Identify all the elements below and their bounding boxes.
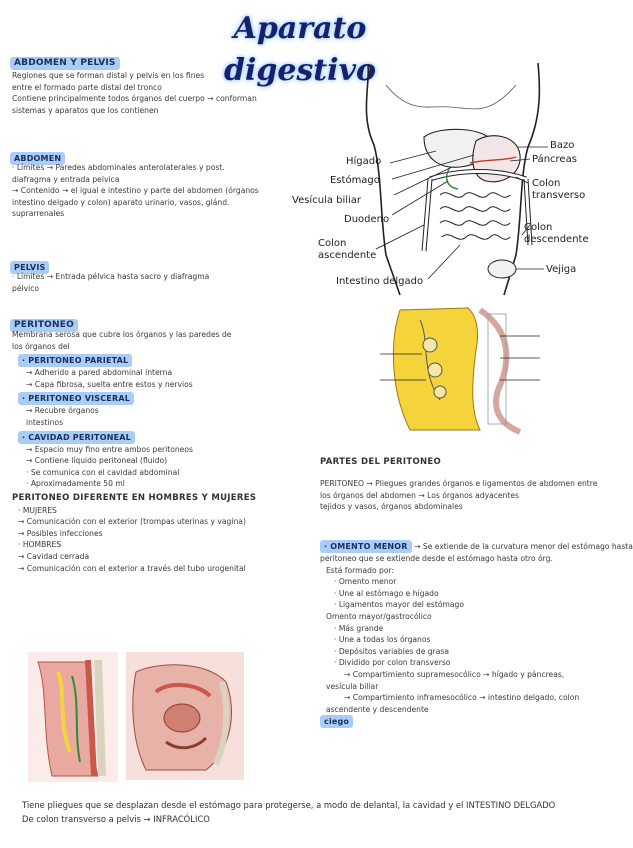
abdomen-text: · Límites → Paredes abdominales anterolaterales y post. diafragma y entrada pelvica → Contenido → el igual e intestino y parte del abdomen (órganos intestino delgado y colon) aparato urinario, vasos, glánd. suprarrenales [12, 163, 259, 219]
abdomen-sagittal-anatomy-image [28, 652, 118, 782]
label-colon-transverso: Colon transverso [532, 178, 586, 201]
cavidad-peritoneal-heading: · CAVIDAD PERITONEAL [18, 431, 135, 444]
peritoneo-diferente-heading: PERITONEO DIFERENTE EN HOMBRES Y MUJERES [12, 492, 257, 503]
section-peritoneo-heading: PERITONEO [10, 312, 78, 332]
omento-text: · OMENTO MENOR → Se extiende de la curvatura menor del estómago hasta peritoneo que se extiende desde el estómago hasta otro órg. Está formado por: · Omento menor · Une al estómago e hígado · Ligamentos mayor del estómago Omento mayor/gastrocólico · Más grande · Une a todas los órganos · Depósitos variables de grasa · Dividido por colon transverso → Compartimiento supramesocólico → hígado y páncreas, vesícula biliar → Compartimiento inframesocólico → intestino delgado, colon ascendente y descendente ciego [320, 542, 633, 727]
label-intestino-delgado: Intestino delgado [336, 276, 424, 287]
section-pelvis-heading: PELVIS [10, 255, 49, 274]
abdomen-pelvis-text: Regiones que se forman distal y pelvis en los fines entre el formado parte distal del tronco Contiene principalmente todos órganos del cuerpo → conforman sistemas y aparatos que los contienen [12, 71, 257, 115]
label-pancreas: Páncreas [532, 154, 577, 165]
pelvis-sagittal-anatomy-image [126, 652, 244, 780]
label-bazo: Bazo [550, 140, 575, 151]
peritoneum-sagittal-diagram [380, 300, 550, 440]
label-vesicula: Vesícula biliar [292, 195, 362, 206]
peritoneo-text: Membrana serosa que cubre los órganos y las paredes de los órganos del · PERITONEO PARIETAL → Adherido a pared abdominal interna → Capa fibrosa, suelta entre estos y nervios · PERITONEO VISCERAL → Recubre órganos intestinos · CAVIDAD PERITONEAL → Espacio muy fino entre ambos peritoneos → Contiene líquido peritoneal (fluido) · Se comunica con el cavidad abdominal · Aproximadamente 50 ml PERITONEO DIFERENTE EN HOMBRES Y MUJERES · MUJERES → Comunicación con el exterior (trompas uterinas y vagina) → Posibles infecciones · HOMBRES → Cavidad cerrada → Comunicación con el exterior a través del tubo urogenital [12, 330, 257, 573]
label-higado: Hígado [346, 156, 382, 167]
label-duodeno: Duodeno [344, 214, 390, 225]
pelvis-text: · Límites → Entrada pélvica hasta sacro y diafragma pélvico [12, 272, 210, 293]
peritoneo-parietal-heading: · PERITONEO PARIETAL [18, 354, 132, 367]
section-partes-heading: PARTES DEL PERITONEO [320, 457, 442, 467]
label-estomago: Estómago [330, 175, 380, 186]
omento-heading: · OMENTO MENOR [320, 540, 412, 553]
page-title: Aparato digestivo [223, 11, 377, 88]
partes-text: PERITONEO → Pliegues grandes órganos e ligamentos de abdomen entre los órganos del abdomen → Los órganos adyacentes tejidos y vasos, órganos abdominales [320, 479, 598, 512]
label-colon-descendente: Colon descendente [524, 222, 589, 245]
section-abdomen-pelvis-heading: ABDOMEN Y PELVIS [10, 50, 120, 70]
peritoneo-visceral-heading: · PERITONEO VISCERAL [18, 392, 134, 405]
label-colon-ascendente: Colon ascendente [318, 238, 377, 261]
footer-notes: Tiene pliegues que se desplazan desde el estómago para protegerse, a modo de delantal, la cavidad y el INTESTINO DELGADO De colon transverso a pelvis → INFRACÓLICO [22, 800, 556, 824]
section-abdomen-heading: ABDOMEN [10, 146, 65, 165]
label-vejiga: Vejiga [546, 264, 577, 275]
